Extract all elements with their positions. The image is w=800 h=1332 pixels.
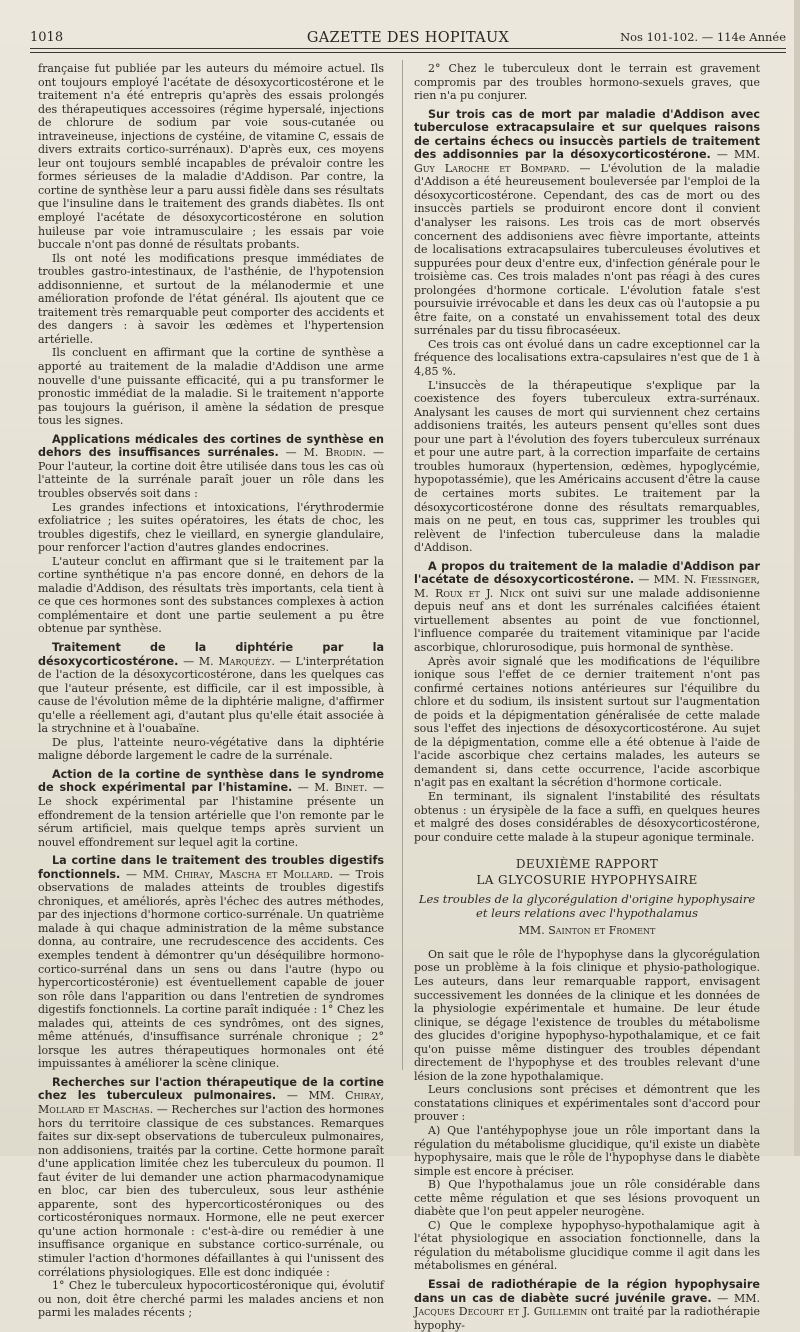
section-title: Sur trois cas de mort par maladie d'Addison avec tuberculose extracapsulaire et sur quelques raisons de certains échecs ou insuccès partiels de traitement des addisonnies par la désoxycorticostérone. (414, 107, 760, 162)
section-text: — L'interprétation de l'action de la désoxycorticostérone, dans les quelques cas que l'auteur présente, est difficile, car il est impossible, à cause de l'évolution même de la diphtérie maligne, d'affirmer qu'elle a réellement agi, d'autant plus qu'elle était associée à la strychnine et à l'ouabaïne. (38, 654, 385, 736)
body-paragraph: française fut publiée par les auteurs du mémoire actuel. Ils ont toujours employé l'acétate de désoxycorticostérone et le traitement n'a été entrepris qu'après des essais prolongés des thérapeutiques accessoires (régime hypersalé, injections de chlorure de sodium par voie sous-cutanée ou intraveineuse, injections de cystéine, de vitamine C, essais de divers extraits cortico-surrénaux). D'après eux, ces moyens leur ont toujours semblé incapables de prévaloir contre les formes sérieuses de la maladie d'Addison. Par contre, la cortine de synthèse leur a paru aussi fidèle dans ses résultats que l'insuline dans le traitement des grands diabètes. Ils ont employé l'acétate de désoxycorticostérone en solution huileuse par voie intramusculaire ; les essais par voie buccale n'ont pas donné de résultats probants. (38, 62, 384, 252)
section-text: — Le shock expérimental par l'histamine présente un effondrement de la tension artérielle que l'on remonte par le sérum artificiel, mais quelque temps après survient un nouvel effondrement sur lequel agit la cortine. (38, 781, 384, 849)
body-paragraph: 2° Chez le tuberculeux dont le terrain est gravement compromis par des troubles hormono-sexuels graves, que rien n'a pu conjurer. (414, 62, 760, 103)
section-text: — Trois observations de malades atteints de troubles digestifs chroniques, et améliorés, après l'échec des autres méthodes, par des injections d'hormone cortico-surrénale. Un quatrième malade à qui chaque administration de la même substance donna, au contraire, une recrudescence des accidents. Ces exemples tendent à démontrer qu'un déséquilibre hormono-cortico-surrénal dans un sens ou dans l'autre (hypo ou hypercorticostéronie) est éventuellement capable de jouer son rôle dans l'apparition ou dans l'entretien de syndromes digestifs fonctionnels. La cortine paraît indiquée : 1° Chez les malades qui, atteints de ces syndrômes, ont des signes, même atténués, d'insuffisance surrénale chronique ; 2° lorsque les autres thérapeutiques hormonales ont été impuissantes à améliorer la scène clinique. (38, 867, 384, 1071)
section-text: — L'évolution de la maladie d'Addison a été heureusement bouleversée par l'emploi de la désoxycorticostérone. Cependant, des cas de mort ou des insuccès partiels se produiront encore dont il convient d'analyser les raisons. Les trois cas de mort observés concernent des addisoniens avec fièvre importante, atteints de localisations extracapsulaires tuberculeuses évolutives et suppurées pour deux d'entre eux, d'infection générale pour le troisième cas. Ces trois malades n'ont pas réagi à des cures prolongées d'hormone corticale. L'évolution fatale s'est poursuivie irrévocable et dans les deux cas où l'autopsie a pu être faite, on a constaté un envahissement total des deux surrénales par du tissu fibrocaséeux. (414, 161, 760, 338)
section-title: Essai de radiothérapie de la région hypophysaire dans un cas de diabète sucré juvénile grave. (414, 1278, 760, 1305)
section-authors: — MM. N. Fiessinger, M. Roux et J. Nick (414, 573, 760, 600)
section-text: — Pour l'auteur, la cortine doit être utilisée dans tous les cas où l'atteinte de la surrénale paraît jouer un rôle dans les troubles observés soit dans : (38, 446, 384, 500)
section-paragraph (38, 433, 384, 501)
body-paragraph: De plus, l'atteinte neuro-végétative dans la diphtérie maligne déborde largement le cadre de la surrénale. (38, 735, 384, 763)
right-column (414, 62, 760, 1332)
section-paragraph (38, 641, 384, 736)
report-description: Les troubles de la glycorégulation d'origine hypophysaire et leurs relations avec l'hypothalamus (418, 892, 756, 920)
section-paragraph (414, 108, 760, 338)
section-authors: — M. Brodin. (278, 446, 367, 460)
section-text: ont traité par la radiothérapie hypophy- (414, 1305, 760, 1332)
body-paragraph: 1° Chez le tuberculeux hypocorticostéronique qui, évolutif ou non, doit être cherché parmi les malades anciens et non parmi les malades récents ; (38, 1279, 384, 1320)
section-paragraph (38, 768, 384, 849)
left-column (38, 62, 385, 1320)
section-paragraph (38, 1076, 384, 1279)
column-divider (402, 60, 403, 1070)
body-paragraph: L'insuccès de la thérapeutique s'explique par la coexistence des foyers tuberculeux extra-surrénaux. Analysant les causes de mort qui surviennent chez certains addisoniens traités, les auteurs pensent qu'elles sont dues pour une part à l'évolution des foyers tuberculeux surrénaux et pour une autre part, à la correction imparfaite de certains troubles humoraux (hypertension, œdèmes, hypoglycémie, hypopotassémie), que les Américains accusent d'être la cause de certaines morts subites. Le traitement par la désoxycorticostérone donne des résultats remarquables, mais on ne peut, en tous cas, supprimer les troubles qui relèvent de l'infection tuberculeuse dans la maladie d'Addison. (414, 378, 760, 555)
section-title: Action de la cortine de synthèse dans le syndrome de shock expérimental par l'histamine. (38, 767, 384, 795)
body-paragraph: C) Que le complexe hypophyso-hypothalamique agit à l'état physiologique en association fonctionnelle, dans la régulation du métabolisme glucidique comme il agit dans les métabolismes en général. (414, 1218, 760, 1273)
body-paragraph: Leurs conclusions sont précises et démontrent que les constatations cliniques et expérimentales sont d'accord pour prouver : (414, 1083, 760, 1124)
section-authors: — MM. Jacques Decourt et J. Guillemin (414, 1291, 760, 1319)
section-title: La cortine dans le traitement des troubles digestifs fonctionnels. (38, 854, 384, 881)
page-edge (794, 0, 800, 1156)
page-number: 1018 (30, 30, 64, 45)
header-rule (30, 52, 786, 53)
issue-info: Nos 101-102. — 114e Année (620, 30, 786, 44)
report-heading (414, 858, 760, 938)
body-paragraph: Ils concluent en affirmant que la cortine de synthèse a apporté au traitement de la maladie d'Addison une arme nouvelle d'une puissante efficacité, qui a pu transformer le pronostic immédiat de la maladie. Si le traitement n'apporte pas toujours la guérison, il amène la sédation de presque tous les signes. (38, 346, 384, 428)
page-header (30, 22, 786, 50)
body-paragraph: Après avoir signalé que les modifications de l'équilibre ionique sous l'effet de ce dernier traitement n'ont pas confirmé certaines notions antérieures sur l'équilibre du chlore et du sodium, ils insistent surtout sur l'augmentation de poids et la dépigmentation généralisée de cette malade sous l'effet des injections de désoxycorticostérone. Au sujet de la dépigmentation, comme elle a été obtenue à l'aide de l'acide ascorbique chez certains malades, les auteurs se demandent si, dans cette occurrence, l'acide ascorbique n'agit pas en exaltant la sécrétion d'hormone corticale. (414, 654, 760, 790)
section-paragraph (414, 560, 760, 655)
body-paragraph: Ces trois cas ont évolué dans un cadre exceptionnel car la fréquence des localisations extra-capsulaires n'est que de 1 à 4,85 %. (414, 337, 760, 379)
journal-title: GAZETTE DES HOPITAUX (306, 30, 510, 46)
header-rule (30, 48, 786, 49)
section-title: A propos du traitement de la maladie d'Addison par l'acétate de désoxycorticostérone. (414, 559, 760, 587)
section-authors: — MM. Chiray, Mollard et Maschas. (38, 1089, 384, 1117)
section-title: Recherches sur l'action thérapeutique de la cortine chez les tuberculeux pulmonaires. (38, 1075, 384, 1103)
body-paragraph: A) Que l'antéhypophyse joue un rôle important dans la régulation du métabolisme glucidique, qu'il existe un diabète hypophysaire, mais que le rôle de l'hypophyse dans le diabète simple est encore à préciser. (414, 1124, 760, 1178)
body-paragraph: On sait que le rôle de l'hypophyse dans la glycorégulation pose un problème à la fois clinique et physio-pathologique. Les auteurs, dans leur remarquable rapport, envisagent successivement les données de la clinique et les données de la physiologie expérimentale et humaine. De leur étude clinique, se dégage l'existence de troubles du métabolisme des glucides d'origine hypophyso-hypothalamique, et ce fait qu'on puisse même distinguer des troubles dépendant directement de l'hypophyse et des troubles relevant d'une lésion de la zone hypothalamique. (414, 947, 760, 1083)
section-title: Traitement de la diphtérie par la désoxycorticostérone. (38, 640, 384, 668)
body-paragraph: En terminant, ils signalent l'instabilité des résultats obtenus : un érysipèle de la face a suffi, en quelques heures et malgré des doses considérables de désoxycorticostérone, pour conduire cette malade à la stupeur agonique terminale. (414, 789, 760, 844)
report-subtitle: LA GLYCOSURIE HYPOPHYSAIRE (476, 872, 698, 887)
section-text: — Recherches sur l'action des hormones hors du territoire classique de ces substances. Remarques faites sur dix-sept observations de tuberculeux pulmonaires, non addisoniens, traités par la cortine. Cette hormone paraît d'une application limitée chez les tuberculeux du poumon. Il faut éviter de lui demander une action pharmacodynamique en bloc, car bien des tuberculeux, sous leur asthénie apparente, sont des hypercorticostéroniques ou des corticostéroniques normaux. Hormone, elle ne peut exercer qu'une action hormonale : c'est-à-dire ou remédier à une insuffisance organique en substance cortico-surrénale, ou stimuler l'action d'hormones défaillantes à qui l'unissent des corrélations physiologiques. Elle est donc indiquée : (38, 1103, 384, 1279)
section-title: Applications médicales des cortines de synthèse en dehors des insuffisances surrénales. (38, 432, 384, 460)
section-text: ont suivi sur une malade addisonienne depuis neuf ans et dont les surrénales calcifiées étaient virtuellement absentes au point de vue fonctionnel, l'influence comparée du traitement vitaminique par l'acide ascorbique, chlorurosodique, puis hormonal de synthèse. (414, 586, 760, 654)
body-paragraph: Ils ont noté les modifications presque immédiates de troubles gastro-intestinaux, de l'asthénie, de l'hypotension addisonnienne, et surtout de la mélanodermie et une amélioration profonde de l'état général. Ils ajoutent que ce traitement très remarquable peut comporter des accidents et des dangers : à savoir les œdèmes et l'hypertension artérielle. (38, 251, 384, 346)
report-title: DEUXIÈME RAPPORT (515, 857, 659, 872)
section-authors: — M. Binet. (292, 781, 368, 795)
section-authors: — MM. Chiray, Mascha et Mollard. (120, 867, 334, 881)
report-authors: MM. Sainton et Froment (518, 924, 656, 938)
section-paragraph (38, 854, 384, 1071)
body-paragraph: L'auteur conclut en affirmant que si le traitement par la cortine synthétique n'a pas encore donné, en dehors de la maladie d'Addison, des résultats très importants, cela tient à ce que ces hormones sont des substances complexes à action complémentaire et dont une partie seulement a pu être obtenue par synthèse. (38, 554, 384, 636)
body-paragraph: B) Que l'hypothalamus joue un rôle considérable dans cette même régulation et que ses lésions provoquent un diabète que l'on peut appeler neurogène. (414, 1178, 760, 1219)
body-paragraph: Les grandes infections et intoxications, l'érythrodermie exfoliatrice ; les suites opératoires, les états de choc, les troubles digestifs, chez le vieillard, en synergie glandulaire, pour renforcer l'action d'autres glandes endocrines. (38, 500, 384, 555)
section-authors: — M. Marquézy. (178, 654, 275, 668)
section-authors: — MM. Guy Laroche et Bompard. (414, 148, 760, 175)
section-paragraph (414, 1278, 760, 1332)
